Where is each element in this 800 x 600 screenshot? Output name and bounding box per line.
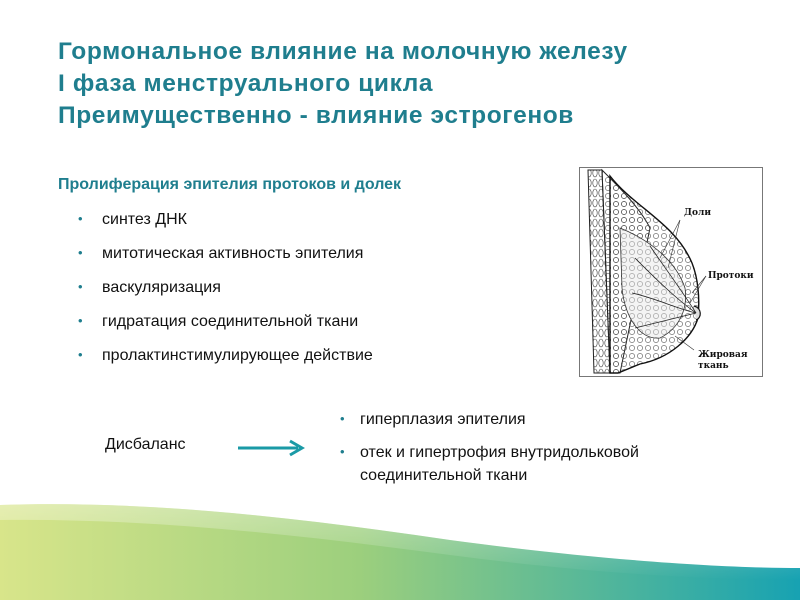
effect-item: • отек и гипертрофия внутридольковой соединительной ткани <box>340 441 740 487</box>
effect-item: • гиперплазия эпителия <box>340 408 740 431</box>
label-ducts: Протоки <box>708 271 754 281</box>
section-subtitle: Пролиферация эпителия протоков и долек <box>58 176 402 193</box>
title-line-3: Преимущественно - влияние эстрогенов <box>58 102 574 129</box>
bullet-item: • синтез ДНК <box>78 210 373 244</box>
bullet-item: • васкуляризация <box>78 278 373 312</box>
title-line-1: Гормональное влияние на молочную железу <box>58 38 628 65</box>
bullet-item: • гидратация соединительной ткани <box>78 312 373 346</box>
label-lobes: Доли <box>684 208 712 218</box>
bullet-item: • пролактинстимулирующее действие <box>78 346 373 380</box>
slide-title <box>58 36 788 132</box>
label-fat-tissue <box>698 350 748 372</box>
bullet-item: • митотическая активность эпителия <box>78 244 373 278</box>
effects-bullet-list <box>78 210 373 380</box>
dysbalance-label: Дисбаланс <box>105 436 186 453</box>
label-fat-line-2: ткань <box>698 361 729 371</box>
breast-anatomy-figure <box>579 167 763 377</box>
decorative-wave <box>0 440 800 600</box>
label-fat-line-1: Жировая <box>698 350 748 360</box>
title-line-2: I фаза менструального цикла <box>58 70 434 97</box>
